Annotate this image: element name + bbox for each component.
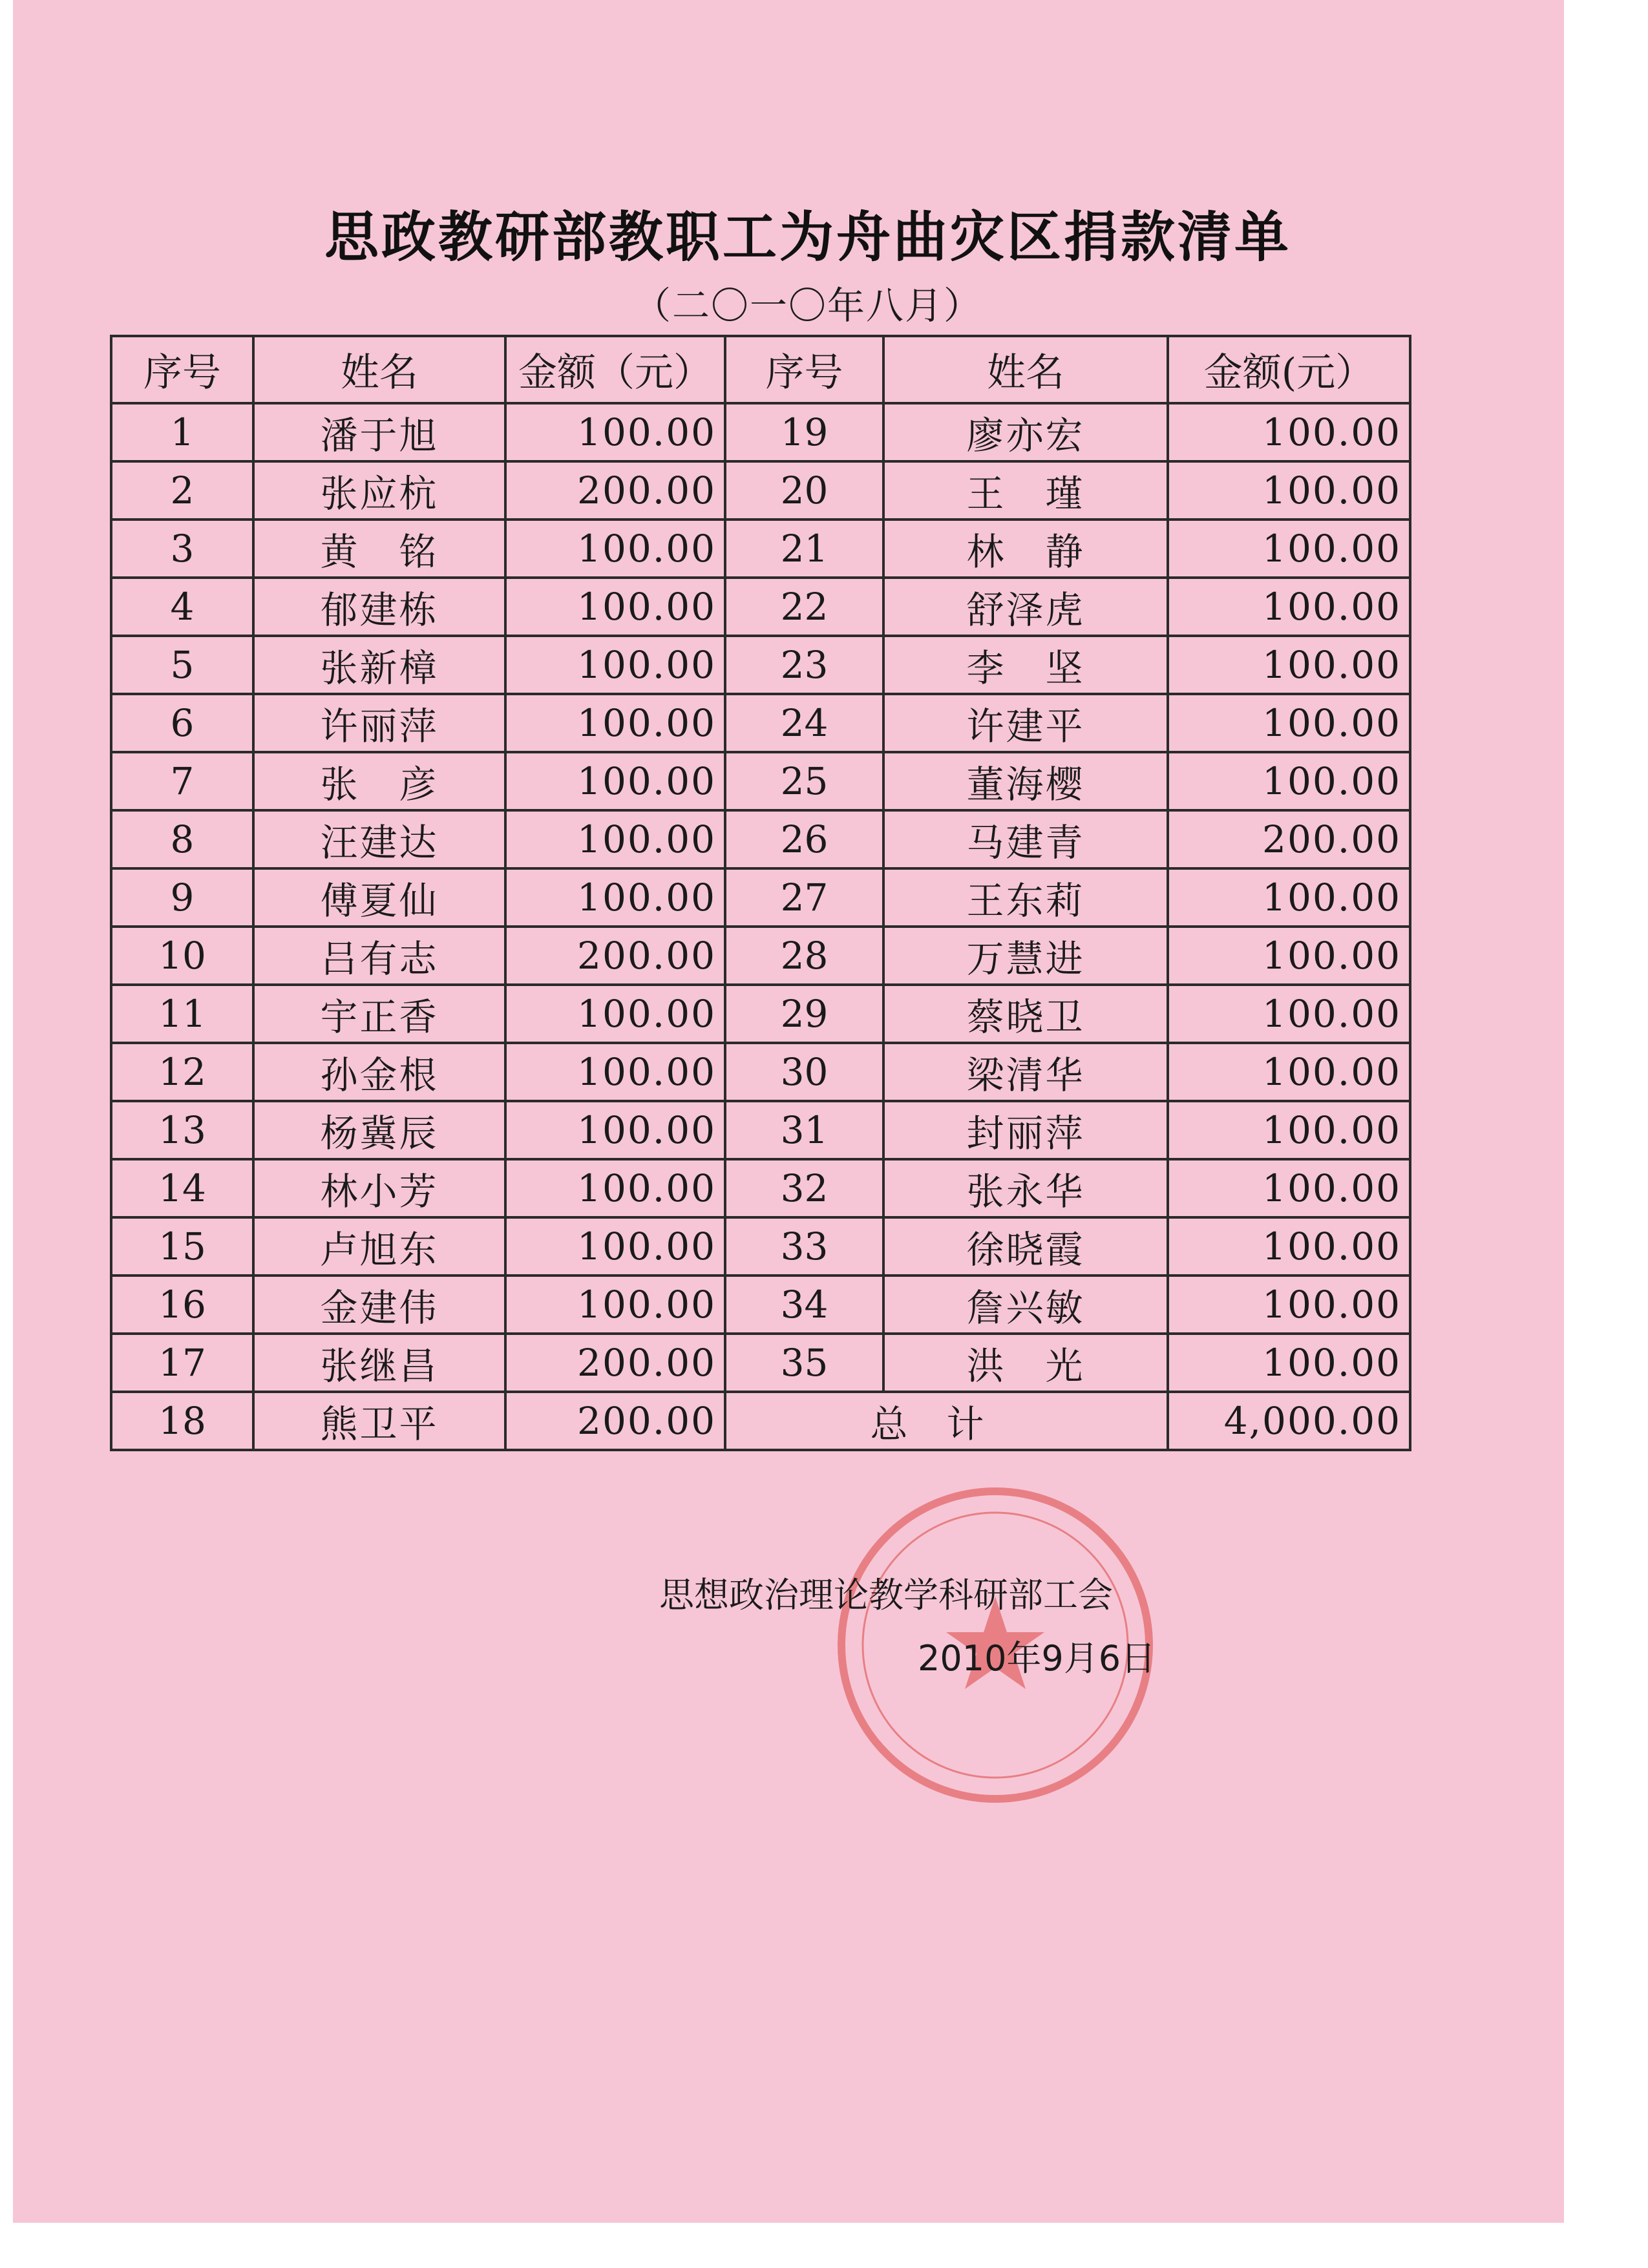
table-row xyxy=(111,810,1410,868)
donation-amount: 100.00 xyxy=(1168,868,1410,927)
table-row xyxy=(111,985,1410,1043)
row-number: 30 xyxy=(725,1043,883,1101)
table-row xyxy=(111,636,1410,694)
donation-amount: 100.00 xyxy=(1168,520,1410,578)
donor-name: 卢旭东 xyxy=(253,1217,505,1276)
donor-name: 宇正香 xyxy=(253,985,505,1043)
table-body xyxy=(111,403,1410,1392)
donor-name: 马建青 xyxy=(883,810,1168,868)
header-amount: 金额（元） xyxy=(505,336,725,403)
row-number: 31 xyxy=(725,1101,883,1159)
donor-name: 吕有志 xyxy=(253,927,505,985)
row-number: 16 xyxy=(111,1276,253,1334)
donation-amount: 100.00 xyxy=(505,752,725,810)
donor-name: 蔡晓卫 xyxy=(883,985,1168,1043)
row-number: 27 xyxy=(725,868,883,927)
donor-name: 董海樱 xyxy=(883,752,1168,810)
row-number: 25 xyxy=(725,752,883,810)
row-number: 34 xyxy=(725,1276,883,1334)
row-number: 21 xyxy=(725,520,883,578)
row-number: 5 xyxy=(111,636,253,694)
row-number: 1 xyxy=(111,403,253,461)
donor-name: 汪建达 xyxy=(253,810,505,868)
table-row xyxy=(111,1159,1410,1217)
donation-amount: 100.00 xyxy=(505,985,725,1043)
donor-name: 孙金根 xyxy=(253,1043,505,1101)
donor-name: 杨冀辰 xyxy=(253,1101,505,1159)
table-row xyxy=(111,578,1410,636)
row-number: 4 xyxy=(111,578,253,636)
donor-name: 金建伟 xyxy=(253,1276,505,1334)
donor-name: 廖亦宏 xyxy=(883,403,1168,461)
table-row xyxy=(111,520,1410,578)
donation-amount: 100.00 xyxy=(1168,985,1410,1043)
donor-name: 徐晓霞 xyxy=(883,1217,1168,1276)
document-subtitle: （二〇一〇年八月） xyxy=(633,284,982,328)
donation-amount: 100.00 xyxy=(1168,1276,1410,1334)
table-row xyxy=(111,694,1410,752)
donor-name: 王东莉 xyxy=(883,868,1168,927)
row-number: 26 xyxy=(725,810,883,868)
donation-amount: 100.00 xyxy=(1168,1217,1410,1276)
table-row xyxy=(111,927,1410,985)
donation-amount: 100.00 xyxy=(1168,1159,1410,1217)
document-title: 思政教研部教职工为舟曲灾区捐款清单 xyxy=(324,205,1291,269)
header-amount: 金额(元） xyxy=(1168,336,1410,403)
donation-amount: 100.00 xyxy=(505,1159,725,1217)
donation-amount: 100.00 xyxy=(505,520,725,578)
row-number: 7 xyxy=(111,752,253,810)
table-row xyxy=(111,868,1410,927)
donation-amount: 100.00 xyxy=(505,403,725,461)
table-row xyxy=(111,1217,1410,1276)
donation-amount: 200.00 xyxy=(1168,810,1410,868)
total-row xyxy=(111,1392,1410,1450)
row-number: 14 xyxy=(111,1159,253,1217)
donor-name: 潘于旭 xyxy=(253,403,505,461)
donation-amount: 100.00 xyxy=(1168,927,1410,985)
row-number: 24 xyxy=(725,694,883,752)
donor-name: 舒泽虎 xyxy=(883,578,1168,636)
row-number: 29 xyxy=(725,985,883,1043)
table-row xyxy=(111,1334,1410,1392)
donor-name: 张应杭 xyxy=(253,461,505,520)
total-amount: 4,000.00 xyxy=(1168,1392,1410,1450)
row-number: 19 xyxy=(725,403,883,461)
row-number: 2 xyxy=(111,461,253,520)
row-number: 35 xyxy=(725,1334,883,1392)
header-name: 姓名 xyxy=(883,336,1168,403)
donation-amount: 100.00 xyxy=(505,636,725,694)
donor-name: 熊卫平 xyxy=(253,1392,505,1450)
donor-name: 黄 铭 xyxy=(253,520,505,578)
row-number: 23 xyxy=(725,636,883,694)
footer-organization: 思想政治理论教学科研部工会 xyxy=(659,1575,1113,1615)
row-number: 33 xyxy=(725,1217,883,1276)
donation-amount: 200.00 xyxy=(505,461,725,520)
donation-amount: 100.00 xyxy=(505,810,725,868)
row-number: 18 xyxy=(111,1392,253,1450)
header-name: 姓名 xyxy=(253,336,505,403)
row-number: 6 xyxy=(111,694,253,752)
row-number: 22 xyxy=(725,578,883,636)
donation-amount: 100.00 xyxy=(505,1276,725,1334)
donor-name: 洪 光 xyxy=(883,1334,1168,1392)
row-number: 17 xyxy=(111,1334,253,1392)
donor-name: 张永华 xyxy=(883,1159,1168,1217)
row-number: 10 xyxy=(111,927,253,985)
donor-name: 张新樟 xyxy=(253,636,505,694)
donation-amount: 100.00 xyxy=(505,1101,725,1159)
donor-name: 万慧进 xyxy=(883,927,1168,985)
header-no: 序号 xyxy=(725,336,883,403)
row-number: 28 xyxy=(725,927,883,985)
row-number: 11 xyxy=(111,985,253,1043)
donor-name: 张继昌 xyxy=(253,1334,505,1392)
donor-name: 林 静 xyxy=(883,520,1168,578)
donation-amount: 100.00 xyxy=(1168,1101,1410,1159)
donor-name: 郁建栋 xyxy=(253,578,505,636)
table-row xyxy=(111,403,1410,461)
donation-amount: 200.00 xyxy=(505,927,725,985)
donation-amount: 100.00 xyxy=(505,1043,725,1101)
donation-amount: 100.00 xyxy=(505,868,725,927)
table-row xyxy=(111,752,1410,810)
donor-name: 林小芳 xyxy=(253,1159,505,1217)
donation-amount: 200.00 xyxy=(505,1334,725,1392)
donation-amount: 100.00 xyxy=(1168,578,1410,636)
donation-amount: 100.00 xyxy=(1168,752,1410,810)
header-no: 序号 xyxy=(111,336,253,403)
row-number: 12 xyxy=(111,1043,253,1101)
row-number: 15 xyxy=(111,1217,253,1276)
donation-amount: 100.00 xyxy=(1168,461,1410,520)
donor-name: 许建平 xyxy=(883,694,1168,752)
donor-name: 李 坚 xyxy=(883,636,1168,694)
table-row xyxy=(111,1043,1410,1101)
donation-amount: 100.00 xyxy=(1168,403,1410,461)
donor-name: 张 彦 xyxy=(253,752,505,810)
total-label: 总计 xyxy=(725,1392,1168,1450)
row-number: 8 xyxy=(111,810,253,868)
footer-date: 2010年9月6日 xyxy=(918,1638,1156,1679)
table-row xyxy=(111,1276,1410,1334)
row-number: 3 xyxy=(111,520,253,578)
donor-name: 詹兴敏 xyxy=(883,1276,1168,1334)
donation-table xyxy=(110,335,1411,1451)
donor-name: 王 瑾 xyxy=(883,461,1168,520)
donor-name: 封丽萍 xyxy=(883,1101,1168,1159)
donation-amount: 200.00 xyxy=(505,1392,725,1450)
donation-amount: 100.00 xyxy=(1168,1043,1410,1101)
table-header-row xyxy=(111,336,1410,403)
table-row xyxy=(111,1101,1410,1159)
donor-name: 梁清华 xyxy=(883,1043,1168,1101)
donor-name: 许丽萍 xyxy=(253,694,505,752)
donation-amount: 100.00 xyxy=(1168,694,1410,752)
row-number: 9 xyxy=(111,868,253,927)
donation-amount: 100.00 xyxy=(1168,1334,1410,1392)
donation-amount: 100.00 xyxy=(505,694,725,752)
table-row xyxy=(111,461,1410,520)
donation-amount: 100.00 xyxy=(1168,636,1410,694)
row-number: 32 xyxy=(725,1159,883,1217)
donation-amount: 100.00 xyxy=(505,578,725,636)
donor-name: 傅夏仙 xyxy=(253,868,505,927)
donation-amount: 100.00 xyxy=(505,1217,725,1276)
row-number: 13 xyxy=(111,1101,253,1159)
row-number: 20 xyxy=(725,461,883,520)
